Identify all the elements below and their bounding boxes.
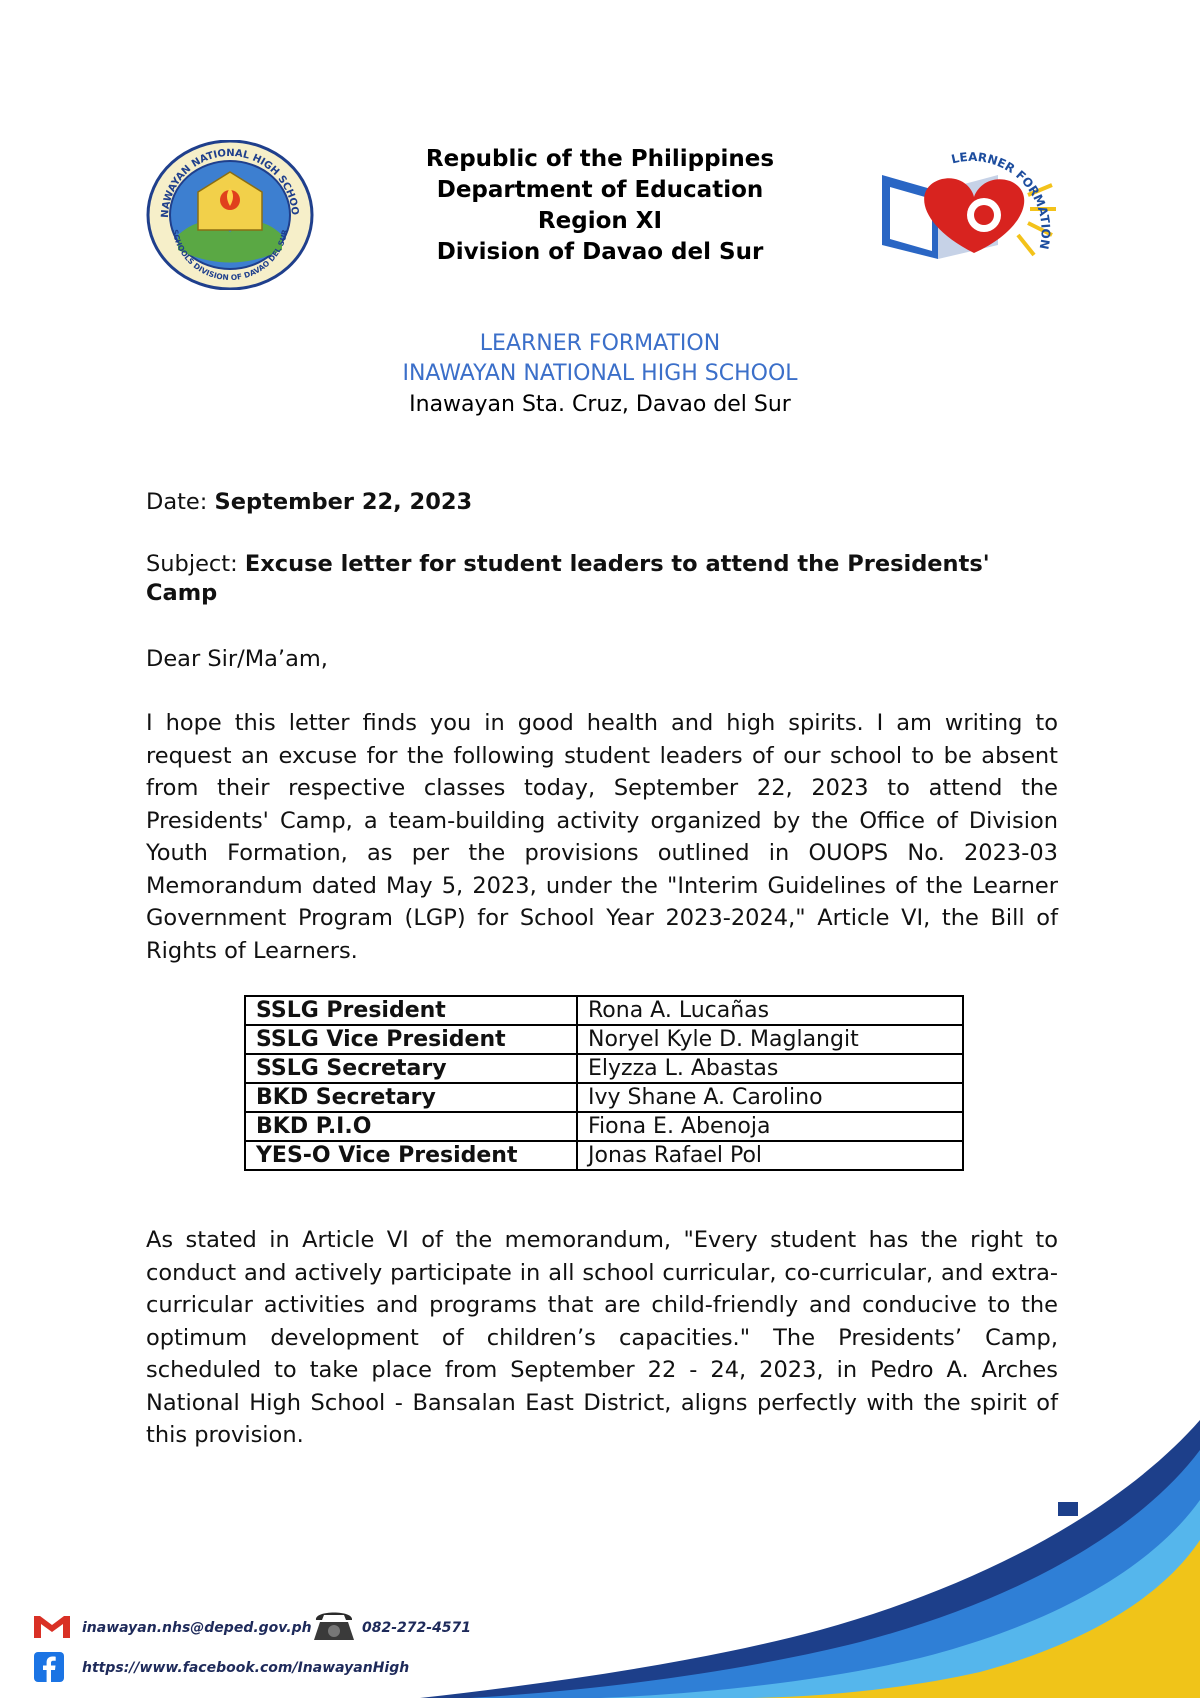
learner-formation-title: LEARNER FORMATION bbox=[479, 331, 721, 356]
logo-text: LEARNER FORMATION bbox=[950, 149, 1053, 251]
leader-role: BKD P.I.O bbox=[245, 1112, 577, 1141]
leader-name: Fiona E. Abenoja bbox=[577, 1112, 963, 1141]
table-row bbox=[245, 1141, 963, 1170]
table-row bbox=[245, 1054, 963, 1083]
phone-icon bbox=[310, 1604, 358, 1644]
school-address: Inawayan Sta. Cruz, Davao del Sur bbox=[409, 392, 791, 417]
header-line-republic: Republic of the Philippines bbox=[425, 146, 775, 172]
footer-wave-decoration bbox=[0, 1390, 1200, 1698]
leader-role: SSLG Vice President bbox=[245, 1025, 577, 1054]
date-value: September 22, 2023 bbox=[214, 489, 473, 515]
subject-line bbox=[146, 550, 1058, 608]
leader-name: Noryel Kyle D. Maglangit bbox=[577, 1025, 963, 1054]
header-line-department: Department of Education bbox=[436, 177, 764, 203]
email-link[interactable]: inawayan.nhs@deped.gov.ph bbox=[82, 1620, 312, 1636]
paragraph-2: As stated in Article VI of the memorandum, "Every student has the right to conduct and actively participate in all school curricular, co-curricular, and extra-curricular activities and programs that are child-friendly and conducive to the optimum development of children’s capacities." The Presidents’ Camp, scheduled to take place from September 22 - 24, 2023, in Pedro A. Arches National High School - Bansalan East District, aligns perfectly with the spirit of this provision. bbox=[146, 1227, 1058, 1448]
seal-text-bottom: SCHOOLS DIVISION OF DAVAO DEL SUR bbox=[170, 228, 290, 283]
seal-text-top: NAWAYAN NATIONAL HIGH SCHOO bbox=[159, 147, 301, 219]
leader-role: SSLG Secretary bbox=[245, 1054, 577, 1083]
table-row bbox=[245, 1025, 963, 1054]
table-row bbox=[245, 1083, 963, 1112]
leader-role: YES-O Vice President bbox=[245, 1141, 577, 1170]
paragraph-1: I hope this letter finds you in good health and high spirits. I am writing to request an excuse for the following student leaders of our school to be absent from their respective classes today, September 22, 2023 to attend the Presidents' Camp, a team-building activity organized by the Office of Division Youth Formation, as per the provisions outlined in OUOPS No. 2023-03 Memorandum dated May 5, 2023, under the "Interim Guidelines of the Learner Government Program (LGP) for School Year 2023-2024," Article VI, the Bill of Rights of Learners. bbox=[146, 710, 1058, 964]
leader-name: Ivy Shane A. Carolino bbox=[577, 1083, 963, 1112]
student-leaders-table bbox=[244, 995, 964, 1171]
leader-name: Jonas Rafael Pol bbox=[577, 1141, 963, 1170]
facebook-icon bbox=[34, 1652, 64, 1682]
table-row bbox=[245, 996, 963, 1025]
leader-name: Rona A. Lucañas bbox=[577, 996, 963, 1025]
gmail-icon bbox=[32, 1612, 72, 1640]
salutation: Dear Sir/Ma’am, bbox=[146, 646, 328, 672]
leader-role: BKD Secretary bbox=[245, 1083, 577, 1112]
facebook-link[interactable]: https://www.facebook.com/InawayanHigh bbox=[82, 1660, 410, 1676]
subject-label: Subject: bbox=[146, 551, 238, 577]
school-name: INAWAYAN NATIONAL HIGH SCHOOL bbox=[402, 361, 798, 386]
header-line-division: Division of Davao del Sur bbox=[436, 239, 764, 265]
header-line-region: Region XI bbox=[537, 208, 663, 234]
phone-number: 082-272-4571 bbox=[362, 1620, 472, 1636]
date-label: Date: bbox=[146, 489, 208, 515]
date-line bbox=[146, 486, 1058, 519]
subject-value: Excuse letter for student leaders to attend the Presidents' Camp bbox=[146, 551, 990, 606]
leader-name: Elyzza L. Abastas bbox=[577, 1054, 963, 1083]
table-row bbox=[245, 1112, 963, 1141]
leader-role: SSLG President bbox=[245, 996, 577, 1025]
